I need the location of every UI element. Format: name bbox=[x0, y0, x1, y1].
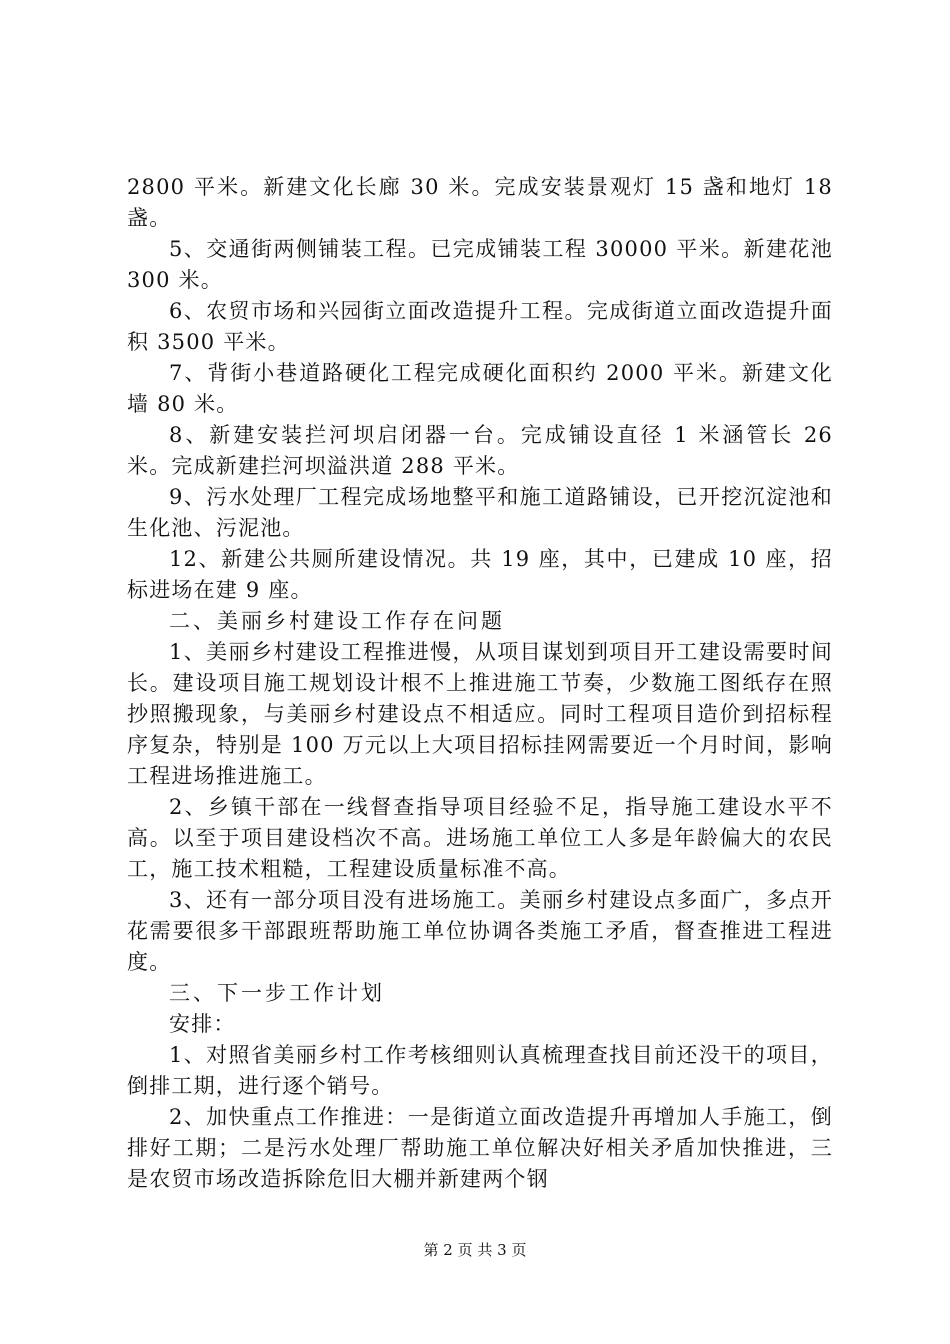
paragraph-item-7: 7、背街小巷道路硬化工程完成硬化面积约 2000 平米。新建文化墙 80 米。 bbox=[127, 361, 833, 416]
paragraph-plan-2: 2、加快重点工作推进：一是街道立面改造提升再增加人手施工，倒排好工期；二是污水处理厂帮助施工单位解决好相关矛盾加快推进，三是农贸市场改造拆除危旧大棚并新建两个钢 bbox=[127, 1105, 833, 1191]
document-body bbox=[127, 172, 833, 1195]
paragraph-item-12: 12、新建公共厕所建设情况。共 19 座，其中，已建成 10 座，招标进场在建 9 座。 bbox=[127, 547, 833, 602]
paragraph-problem-3: 3、还有一部分项目没有进场施工。美丽乡村建设点多面广，多点开花需要很多干部跟班帮助施工单位协调各类施工矛盾，督查推进工程进度。 bbox=[127, 888, 833, 974]
paragraph-problem-1: 1、美丽乡村建设工程推进慢，从项目谋划到项目开工建设需要时间长。建设项目施工规划设计根不上推进施工节奏，少数施工图纸存在照抄照搬现象，与美丽乡村建设点不相适应。同时工程项目造价到招标程序复杂，特别是 100 万元以上大项目招标挂网需要近一个月时间，影响工程进场推进施工。 bbox=[127, 640, 833, 788]
paragraph-arrangement: 安排： bbox=[169, 1012, 236, 1036]
paragraph-continuation: 2800 平米。新建文化长廊 30 米。完成安装景观灯 15 盏和地灯 18 盏。 bbox=[127, 175, 833, 230]
paragraph-problem-2: 2、乡镇干部在一线督查指导项目经验不足，指导施工建设水平不高。以至于项目建设档次不高。进场施工单位工人多是年龄偏大的农民工，施工技术粗糙，工程建设质量标准不高。 bbox=[127, 795, 833, 881]
paragraph-item-6: 6、农贸市场和兴园街立面改造提升工程。完成街道立面改造提升面积 3500 平米。 bbox=[127, 299, 833, 354]
paragraph-item-9: 9、污水处理厂工程完成场地整平和施工道路铺设，已开挖沉淀池和生化池、污泥池。 bbox=[127, 485, 833, 540]
section-heading-next-plan: 三、下一步工作计划 bbox=[169, 981, 385, 1005]
paragraph-item-5: 5、交通街两侧铺装工程。已完成铺装工程 30000 平米。新建花池 300 米。 bbox=[127, 237, 833, 292]
paragraph-item-8: 8、新建安装拦河坝启闭器一台。完成铺设直径 1 米涵管长 26 米。完成新建拦河坝溢洪道 288 平米。 bbox=[127, 423, 833, 478]
section-heading-problems: 二、美丽乡村建设工作存在问题 bbox=[169, 609, 505, 633]
page-number-footer: 第 2 页 共 3 页 bbox=[423, 1241, 527, 1259]
paragraph-plan-1: 1、对照省美丽乡村工作考核细则认真梳理查找目前还没干的项目，倒排工期，进行逐个销号。 bbox=[127, 1043, 833, 1098]
